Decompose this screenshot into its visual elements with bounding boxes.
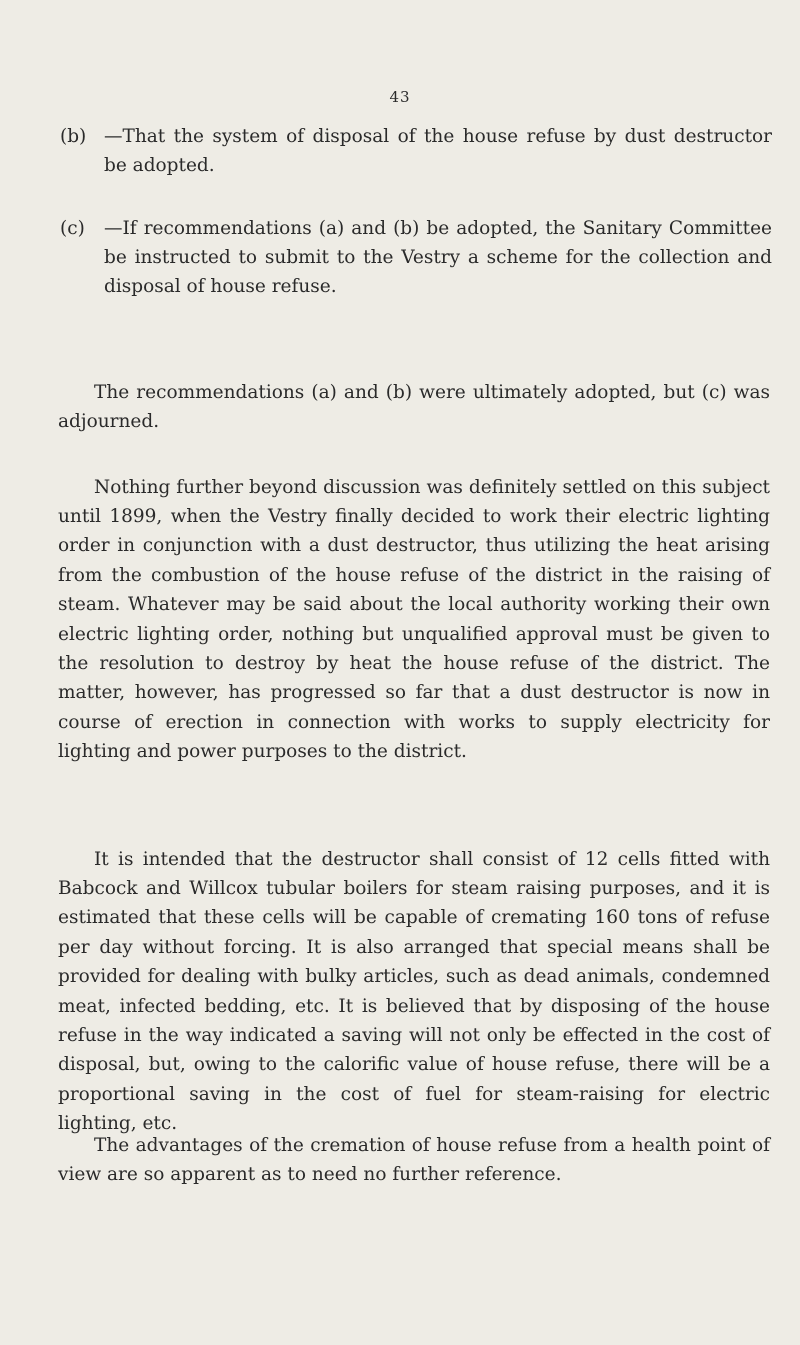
- recommendation-c-label: (c): [60, 218, 85, 239]
- page-number: 43: [389, 88, 411, 106]
- recommendation-c-text: —If recommendations (a) and (b) be adopted, the Sanitary Committee be instructed to submit to the Vestry a scheme for the collection and disposal of house refuse.: [104, 218, 772, 297]
- recommendation-c-body: [60, 214, 772, 301]
- paragraph-adoption: The recommendations (a) and (b) were ultimately adopted, but (c) was adjourned.: [58, 381, 770, 432]
- paragraph-destructor-plan: It is intended that the destructor shall consist of 12 cells fitted with Babcock and Willcox tubular boilers for steam raising purposes, and it is estimated that these cells will be capable of cremating 160 tons of refuse per day without forcing. It is also arranged that special means shall be provided for dealing with bulky articles, such as dead animals, condemned meat, infected bedding, etc. It is believed that by disposing of the house refuse in the way indicated a saving will not only be effected in the cost of disposal, but, owing to the calorific value of house refuse, there will be a proportional saving in the cost of fuel for steam-raising for electric lighting, etc.: [58, 848, 770, 1135]
- recommendation-c: [60, 214, 772, 301]
- paragraph-health-advantages: The advantages of the cremation of house refuse from a health point of view are so apparent as to need no further reference.: [58, 1134, 770, 1185]
- recommendation-b-body: [60, 122, 772, 180]
- recommendation-b-text: —That the system of disposal of the house refuse by dust destructor be adopted.: [104, 126, 772, 176]
- recommendation-b-label: (b): [60, 126, 87, 147]
- recommendation-b: [60, 122, 772, 180]
- paragraph-1899-decision: Nothing further beyond discussion was definitely settled on this subject until 1899, when the Vestry finally decided to work their electric lighting order in conjunction with a dust destructor, thus utilizing the heat arising from the combustion of the house refuse of the district in the raising of steam. Whatever may be said about the local authority working their own electric lighting order, nothing but unqualified approval must be given to the resolution to destroy by heat the house refuse of the district. The matter, however, has progressed so far that a dust destructor is now in course of erection in connection with works to supply electricity for lighting and power purposes to the district.: [58, 476, 770, 763]
